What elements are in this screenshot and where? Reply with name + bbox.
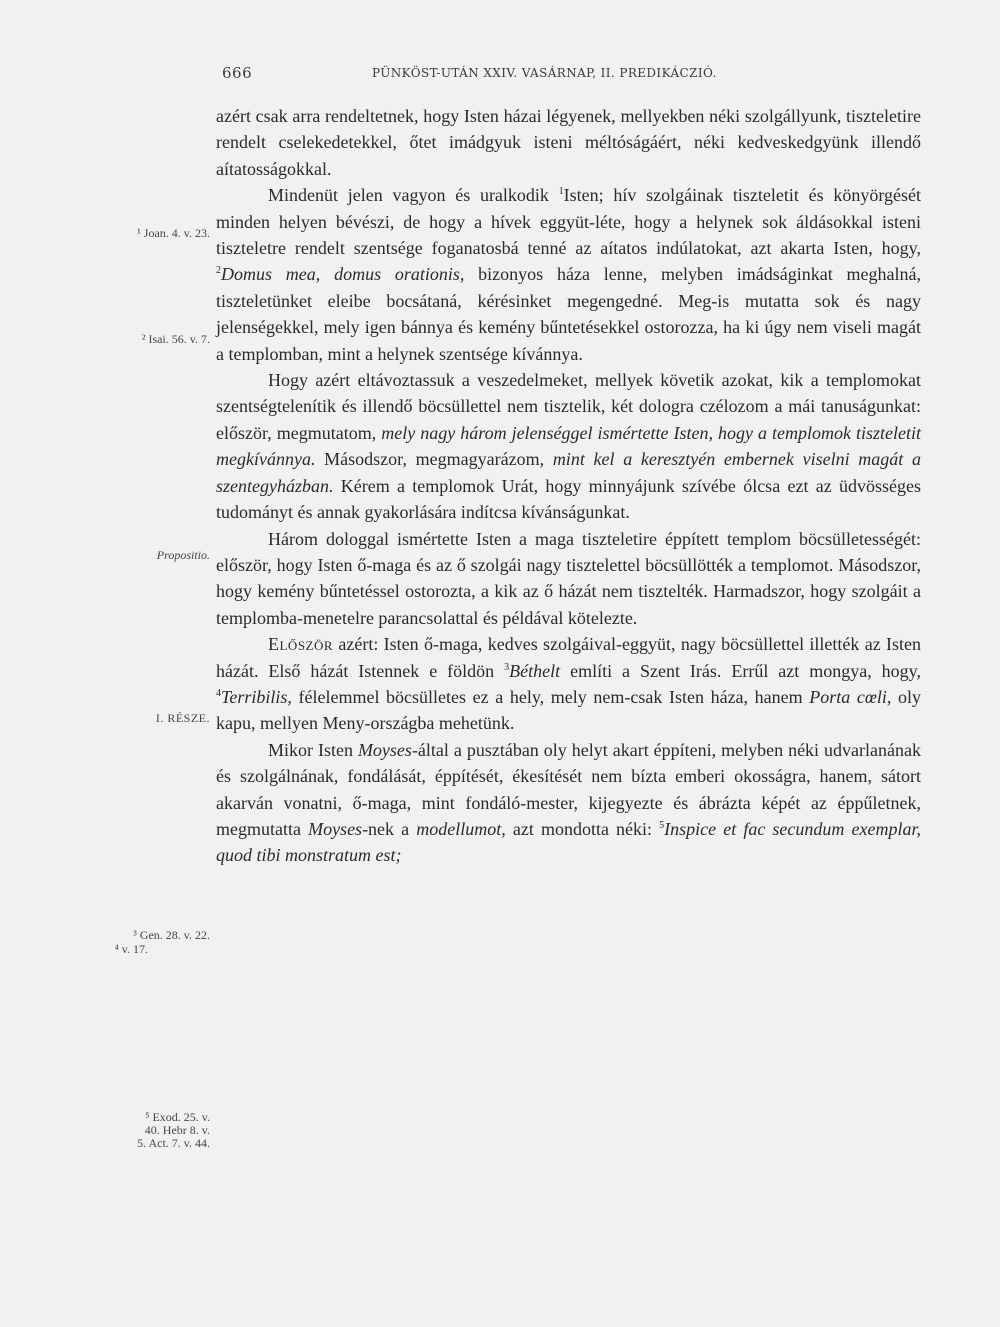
margin-note-propositio: Propositio. [156, 548, 210, 562]
page-header [222, 62, 922, 86]
p6-text-d: azt mondotta néki: [505, 818, 660, 839]
footnote-ref-2: 2 [216, 265, 221, 277]
margin-note-exod-line3: 5. Act. 7. v. 44. [137, 1136, 210, 1150]
p5-porta-coeli: Porta cœli, [809, 686, 892, 707]
footnote-ref-4: 4 [216, 687, 221, 699]
paragraph-6 [216, 737, 921, 869]
p6-text-b: -által a pusztában oly helyt akart éppíteni, melyben néki udvarlanának és szolgálnának, fondálását, éppítését, ékesítését nem bízta emberi okosságra, hanem, sátort akarván vonatni, ő-maga, mint fondáló-mester, kijegyezte és ábrázta képét az éppűletnek, megmutatta [216, 739, 921, 839]
p6-text-c: -nek a [362, 818, 417, 839]
p6-modellumot: modellumot, [416, 818, 506, 839]
p2-text-b: Isten; hív szolgáinak tiszteletit és könyörgését minden helyen bévészi, de hogy a hívek eggyüt-léte, hogy a helynek sok áldásokkal isteni tiszteletre rendelt szentsége foganatosbá tenné az aítatos indúlatokat, azt akarta Isten, hogy, [216, 185, 921, 259]
p3-text-b: Másodszor, megmagyarázom, [315, 449, 553, 470]
p6-latin-quote: Inspice et fac secundum exemplar, quod tibi monstratum est; [216, 818, 921, 866]
footnote-ref-5: 5 [659, 819, 665, 831]
p3-proposition-2: mint kel a keresztyén embernek viselni magát a szentegyházban. [216, 449, 921, 496]
p2-text-c: bizonyos háza lenne, melyben imádságinkat meghalná, tiszteletünket eleibe bocsátaná, kérésinket megengedné. Meg-is mutatta sok és nagy jelenségekkel, mely igen bánnya és kemény bűntetésekkel ostorozza, ha ki úgy nem viseli magát a templomban, mint a helynek szentsége kívánnya. [216, 264, 921, 364]
paragraph-3 [216, 367, 921, 525]
p5-text-d: oly kapu, mellyen Meny-országba mehetünk. [216, 686, 922, 734]
p3-text-c: Kérem a templomok Urát, hogy minnyájunk szívébe ólcsa ezt az üdvösséges tudományt és annak gyakorlására indítcsa kívánságunkat. [216, 475, 921, 523]
p5-terribilis: Terribilis, [221, 686, 292, 707]
p5-text-c: félelemmel böcsülletes ez a hely, mely nem-csak Isten háza, hanem [291, 686, 810, 707]
paragraph-2 [216, 182, 921, 367]
margin-note-exod-line1: ⁵ Exod. 25. v. [145, 1110, 210, 1124]
p6-moyses-1: Moyses [357, 739, 412, 760]
p6-text-a: Mikor Isten [268, 739, 358, 760]
p5-bethel: Béthelt [509, 660, 561, 681]
paragraph-4: Három dologgal ismértette Isten a maga tiszteletire éppített templom böcsülletességét: először, hogy Isten ő-maga és az ő szolgái nagy tisztelettel böcsüllötték a templomot. Másodszor, hogy kemény bűntetéssel ostorozta, a kik az ő házát nem tisztelték. Harmadszor, hogy szolgáit a templomba-menetelre parancsolattal és példával kötelezte. [216, 528, 921, 628]
p2-text-a: Mindenüt jelen vagyon és uralkodik [268, 185, 559, 206]
p5-text-b: említi a Szent Irás. Errűl azt mongya, hogy, [560, 660, 922, 681]
paragraph-1: azért csak arra rendeltetnek, hogy Isten házai légyenek, mellyekben néki szolgállyunk, tiszteletire rendelt cselekedetekkel, őtet imádgyuk isteni méltóságáért, néki kedveskedgyünk illendő aítatosságokkal. [216, 106, 921, 179]
p3-text-a: Hogy azért eltávoztassuk a veszedelmeket, mellyek követik azokat, kik a templomokat szentségtelenítik és illendő böcsüllettel nem tisztelik, két dologra czélozom a mái tanuságunkat: először, megmutatom, [216, 370, 921, 443]
margin-note-part-one: I. RÉSZE. [155, 711, 210, 725]
margin-note-exod-line2: 40. Hebr 8. v. [144, 1123, 210, 1137]
running-title: PÜNKÖST-UTÁN XXIV. VASÁRNAP, II. PREDIKÁCZIÓ. [372, 66, 717, 80]
margin-note-gen [88, 928, 210, 956]
margin-note-gen-line1: ³ Gen. 28. v. 22. [133, 928, 210, 942]
margin-note-joan: ¹ Joan. 4. v. 23. [137, 226, 210, 240]
p2-latin-quote: Domus mea, domus orationis, [221, 264, 465, 285]
p6-moyses-2: Moyses [308, 818, 363, 839]
page-number: 666 [222, 64, 253, 82]
footnote-ref-1: 1 [558, 186, 564, 198]
footnote-ref-3: 3 [504, 661, 510, 673]
p5-text-a: azért: Isten ő-maga, kedves szolgáival-eggyüt, nagy böcsüllettel illették az Isten házát. Első házát Istennek e földön [216, 634, 921, 681]
p5-lead-word: Először [268, 634, 334, 655]
p3-proposition-1: mely nagy három jelenséggel ismértette Isten, hogy a templomok tiszteletit megkívánnya. [216, 422, 921, 470]
body-text [216, 103, 921, 869]
margin-note-exod [88, 1111, 210, 1150]
margin-note-gen-line2: ⁴ v. 17. [114, 942, 148, 956]
paragraph-5 [216, 631, 921, 737]
margin-note-isai: ² Isai. 56. v. 7. [141, 332, 210, 346]
